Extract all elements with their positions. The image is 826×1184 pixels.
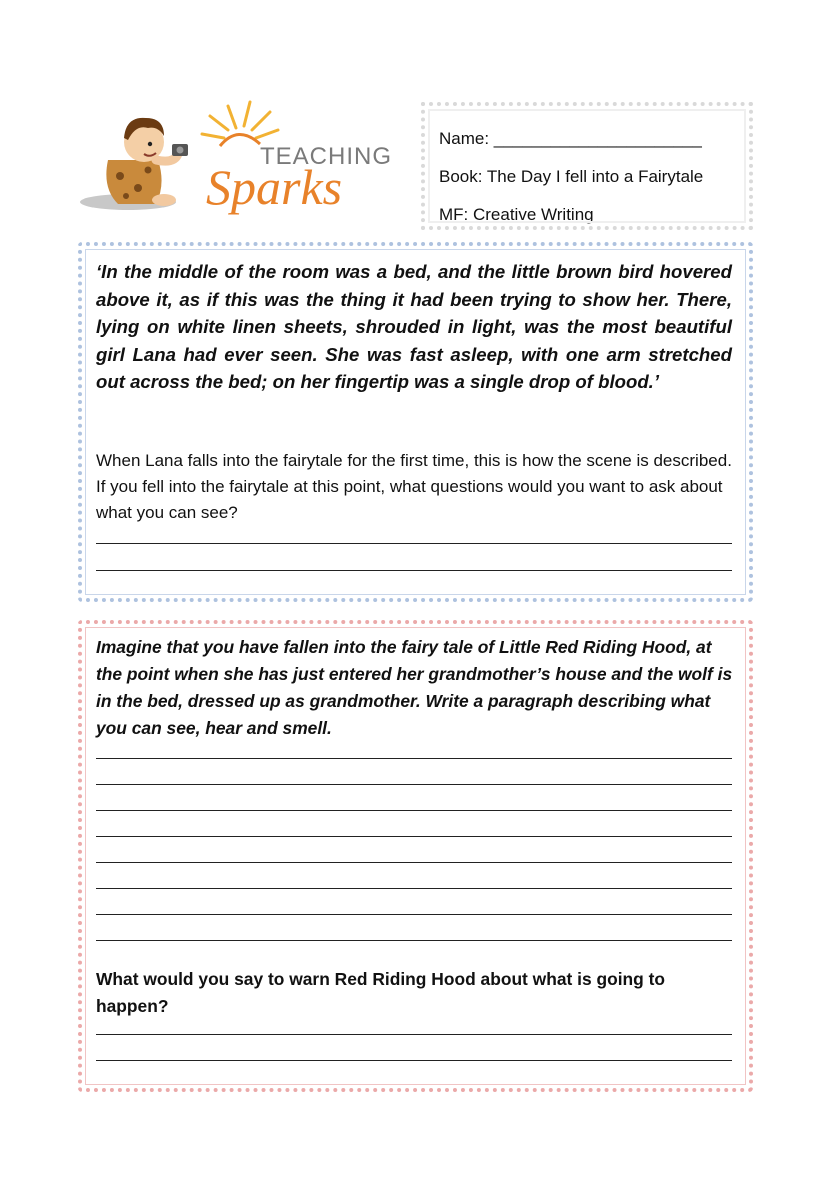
answer-line[interactable] [96,810,732,811]
logo-text-sparks: Sparks [206,159,343,215]
paragraph-prompt: Imagine that you have fallen into the fairy tale of Little Red Riding Hood, at the point when she has just entered her grandmother’s house and the wolf is in the bed, dressed up as grandmother. Write a paragraph describing what you can see, hear and smell. [96,637,733,738]
answer-line[interactable] [96,914,732,915]
answer-line[interactable] [96,570,732,571]
answer-line[interactable] [96,862,732,863]
book-title: Book: The Day I fell into a Fairytale [439,167,704,186]
logo-text-teaching: TEACHING [260,143,393,170]
caveman-mascot-icon [78,98,398,218]
answer-line[interactable] [96,543,732,544]
writing-section [78,620,753,1092]
name-field[interactable]: Name: ______________________ [439,129,702,148]
answer-line[interactable] [96,758,732,759]
answer-line[interactable] [96,1034,732,1035]
answer-line[interactable] [96,784,732,785]
quote-section [78,242,753,602]
answer-line[interactable] [96,1060,732,1061]
questions-prompt: When Lana falls into the fairytale for the first time, this is how the scene is described. If you fell into the fairytale at this point, what questions would you want to ask about what you can see? [96,451,732,522]
warning-question: What would you say to warn Red Riding Hood about what is going to happen? [96,969,666,1016]
worksheet-info-box [421,102,753,230]
answer-line[interactable] [96,836,732,837]
answer-line[interactable] [96,888,732,889]
mf-label: MF: Creative Writing [439,205,594,224]
teaching-sparks-logo [78,98,398,218]
answer-line[interactable] [96,940,732,941]
book-quote: ‘In the middle of the room was a bed, and the little brown bird hovered above it, as if this was the thing it had been trying to show her. There, lying on white linen sheets, shrouded in light, was the most beautiful girl Lana had ever seen. She was fast asleep, with one arm stretched out across the bed; on her fingertip was a single drop of blood.’ [96,261,732,392]
